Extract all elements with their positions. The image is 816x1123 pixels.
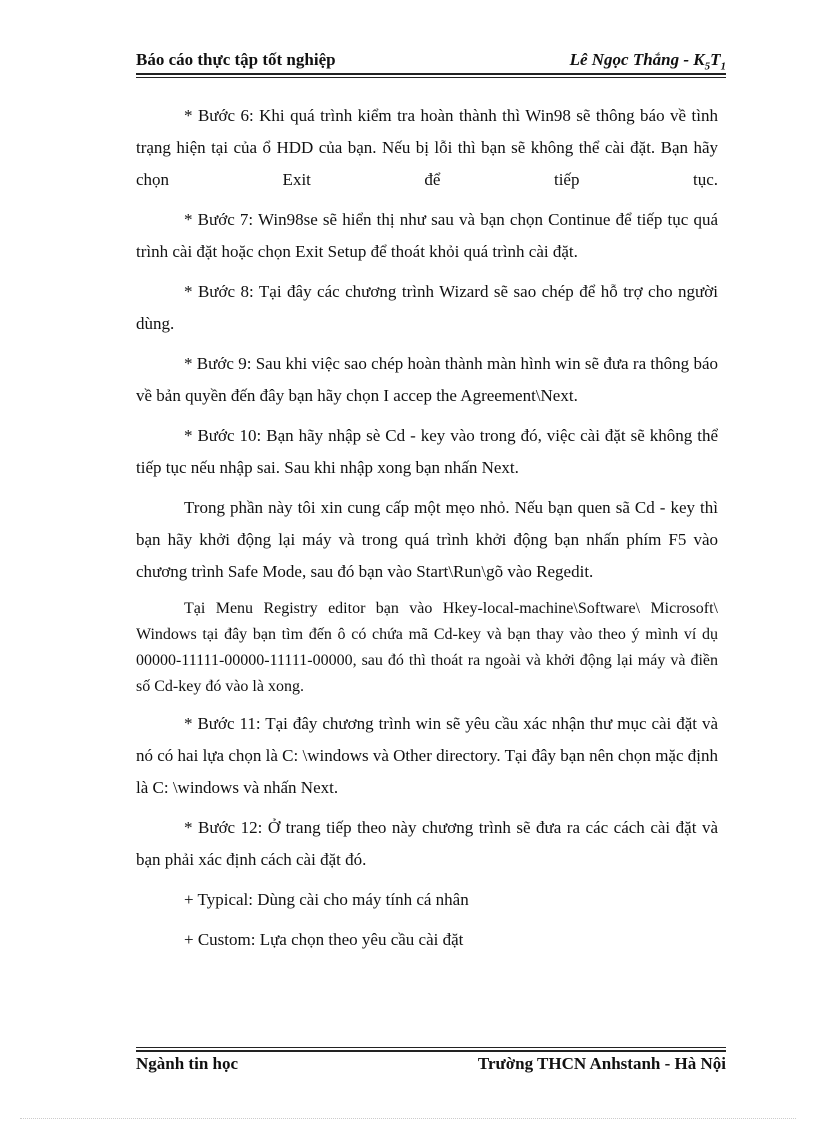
paragraph-step-6: * Bước 6: Khi quá trình kiểm tra hoàn thành thì Win98 sẽ thông báo về tình trạng hiện tại của ổ HDD của bạn. Nếu bị lỗi thì bạn sẽ không thể cài đặt. Bạn hãy chọn Exit để tiếp tục.: [136, 106, 718, 189]
page-header: [136, 50, 726, 72]
footer-department: Ngành tin học: [136, 1054, 239, 1073]
paragraph-step-8: * Bước 8: Tại đây các chương trình Wizard sẽ sao chép để hỗ trợ cho người dùng.: [136, 282, 718, 333]
class-subscript-1: 5: [704, 60, 711, 73]
page-footer: [136, 1054, 726, 1076]
author-class: [570, 50, 726, 72]
paragraph-step-9: * Bước 9: Sau khi việc sao chép hoàn thành màn hình win sẽ đưa ra thông báo về bản quyền đến đây bạn hãy chọn I accep the Agreement\Next.: [136, 354, 718, 405]
paragraph-step-10: * Bước 10: Bạn hãy nhập sè Cd - key vào trong đó, việc cài đặt sẽ không thể tiếp tục nếu nhập sai. Sau khi nhập xong bạn nhấn Next.: [136, 426, 718, 477]
footer-divider: [136, 1047, 726, 1052]
document-body: [136, 100, 718, 964]
report-title: Báo cáo thực tập tốt nghiệp: [136, 50, 336, 69]
author-name: Lê Ngọc Thắng - K: [569, 50, 705, 69]
footer-school: Trường THCN Anhstanh - Hà Nội: [477, 1054, 726, 1073]
paragraph-cdkey-tip: Trong phần này tôi xin cung cấp một mẹo nhỏ. Nếu bạn quen sã Cd - key thì bạn hãy khởi động lại máy và trong quá trình khởi động bạn nhấn phím F5 vào chương trình Safe Mode, sau đó bạn vào Start\Run\gõ vào Regedit.: [136, 498, 718, 581]
paragraph-step-12: * Bước 12: Ở trang tiếp theo này chương trình sẽ đưa ra các cách cài đặt và bạn phải xác định cách cài đặt đó.: [136, 818, 718, 869]
paragraph-step-11: * Bước 11: Tại đây chương trình win sẽ yêu cầu xác nhận thư mục cài đặt và nó có hai lựa chọn là C: \windows và Other directory. Tại đây bạn nên chọn mặc định là C: \windows và nhấn Next.: [136, 714, 718, 797]
class-subscript-2: 1: [720, 60, 726, 73]
paragraph-registry-tip: Tại Menu Registry editor bạn vào Hkey-local-machine\Software\ Microsoft\ Windows tại đây bạn tìm đến ô có chứa mã Cd-key và bạn thay vào theo ý mình ví dụ 00000-11111-00000-11111-00000, sau đó thì thoát ra ngoài và khởi động lại máy và điền số Cd-key đó vào là xong.: [136, 600, 718, 695]
option-custom: + Custom: Lựa chọn theo yêu cầu cài đặt: [184, 930, 464, 949]
page-edge: [20, 1118, 796, 1119]
option-typical: + Typical: Dùng cài cho máy tính cá nhân: [184, 890, 469, 909]
paragraph-step-7: * Bước 7: Win98se sẽ hiển thị như sau và bạn chọn Continue để tiếp tục quá trình cài đặt hoặc chọn Exit Setup để thoát khỏi quá trình cài đặt.: [136, 210, 718, 261]
class-letter: T: [710, 50, 721, 69]
header-divider: [136, 73, 726, 78]
